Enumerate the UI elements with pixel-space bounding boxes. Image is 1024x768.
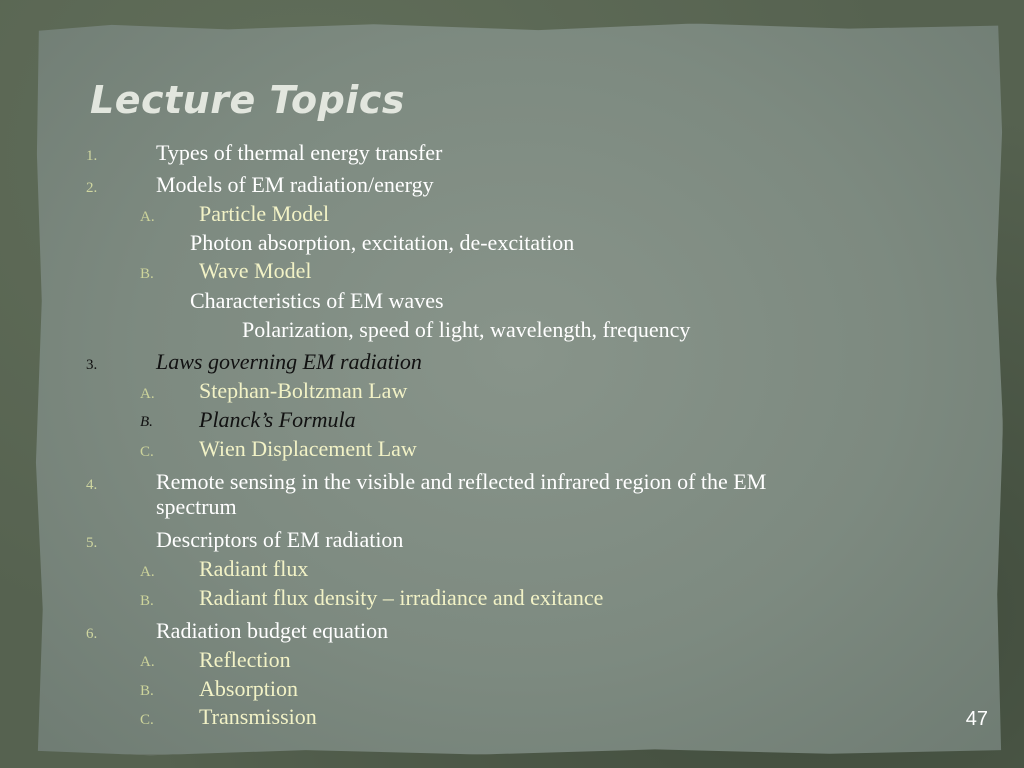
list-number: 2. — [86, 180, 98, 196]
sub-letter: A. — [140, 209, 155, 225]
list-item: Types of thermal energy transfer — [156, 140, 443, 165]
list-item-continued: spectrum — [156, 494, 237, 519]
sub-item: Planck’s Formula — [199, 407, 356, 432]
sub-letter: B. — [140, 266, 154, 282]
sub-item: Wave Model — [199, 258, 312, 283]
list-number: 6. — [86, 626, 98, 642]
sub-letter: C. — [140, 444, 154, 460]
slide-paper — [34, 22, 1004, 756]
sub-item: Particle Model — [199, 201, 330, 226]
sub-letter: A. — [140, 564, 155, 580]
sub-item: Absorption — [199, 676, 298, 701]
detail-line: Polarization, speed of light, wavelength, frequency — [242, 317, 691, 342]
sub-letter: B. — [140, 414, 153, 430]
sub-letter: A. — [140, 654, 155, 670]
sub-letter: B. — [140, 683, 154, 699]
detail-line: Photon absorption, excitation, de-excitation — [190, 230, 575, 255]
list-item: Radiation budget equation — [156, 618, 389, 643]
slide-title: Lecture Topics — [90, 78, 405, 122]
sub-item: Radiant flux density – irradiance and exitance — [199, 585, 604, 610]
list-item: Remote sensing in the visible and reflected infrared region of the EM — [156, 469, 767, 494]
sub-item: Wien Displacement Law — [199, 436, 417, 461]
list-number: 4. — [86, 477, 98, 493]
list-number: 1. — [86, 148, 98, 164]
detail-line: Characteristics of EM waves — [190, 288, 444, 313]
sub-item: Transmission — [199, 704, 317, 729]
sub-item: Reflection — [199, 647, 291, 672]
list-number: 5. — [86, 535, 98, 551]
list-number: 3. — [86, 357, 98, 373]
sub-letter: B. — [140, 593, 154, 609]
list-item: Laws governing EM radiation — [156, 349, 422, 374]
list-item: Models of EM radiation/energy — [156, 172, 434, 197]
sub-letter: C. — [140, 712, 154, 728]
sub-letter: A. — [140, 386, 155, 402]
sub-item: Radiant flux — [199, 556, 309, 581]
sub-item: Stephan-Boltzman Law — [199, 378, 408, 403]
list-item: Descriptors of EM radiation — [156, 527, 404, 552]
page-number: 47 — [965, 708, 988, 730]
